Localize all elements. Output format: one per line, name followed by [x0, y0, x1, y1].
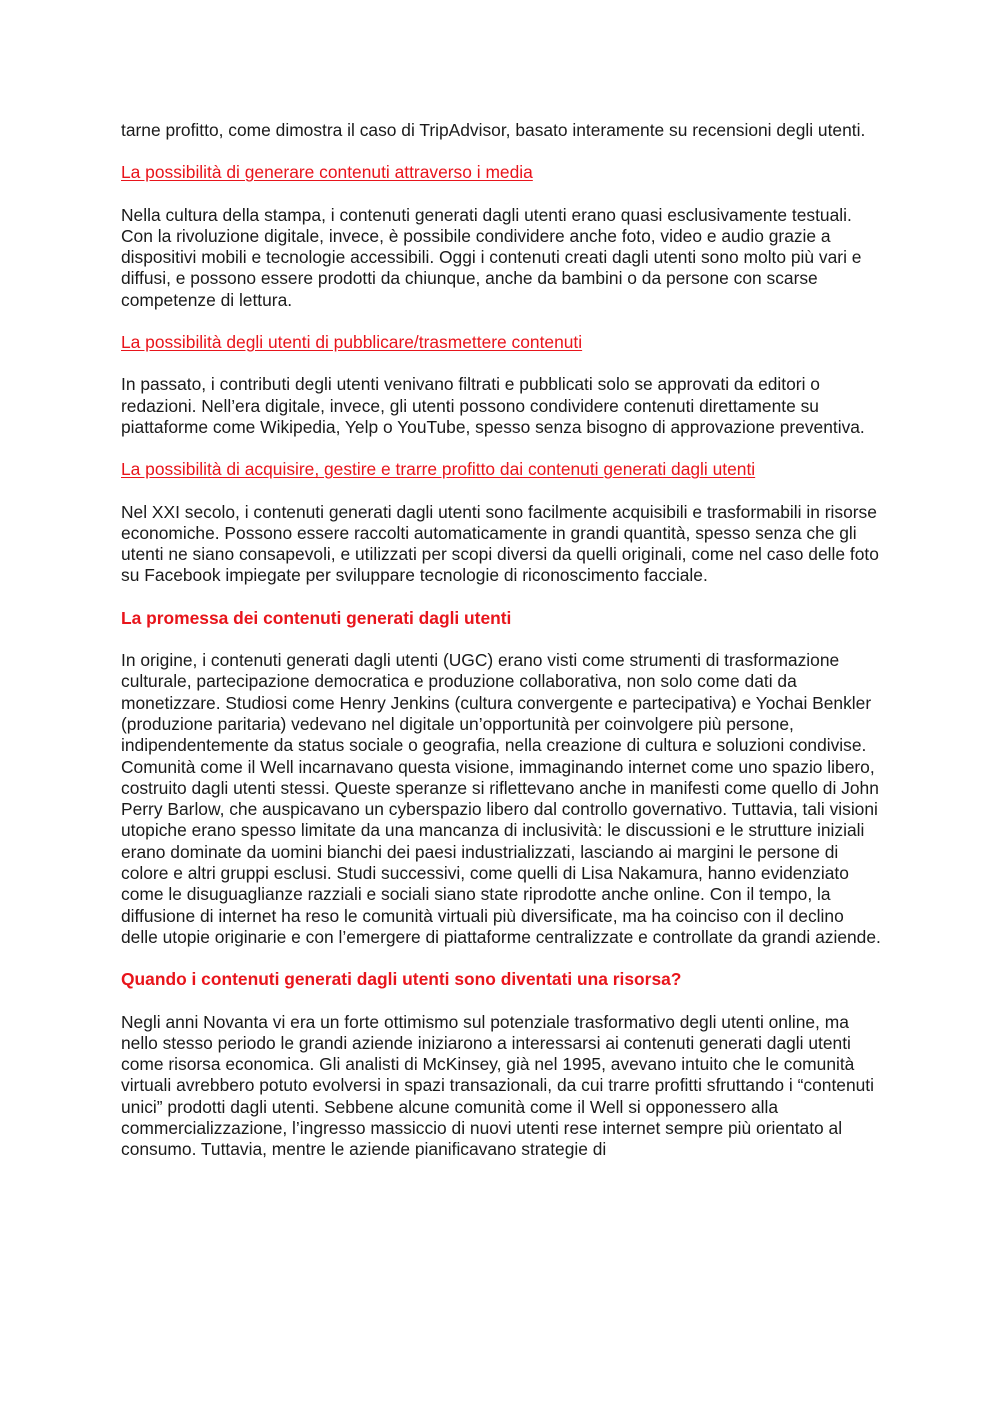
paragraph-nineties-optimism: Negli anni Novanta vi era un forte ottimismo sul potenziale trasformativo degli utenti online, ma nello stesso periodo le grandi aziende iniziarono a interessarsi ai contenuti generati dagli utenti come risorsa economica. Gli analisti di McKinsey, già nel 1995, avevano intuito che le comunità virtuali avrebbero potuto evolversi in spazi transazionali, da cui trarre profitti sfruttando i “contenuti unici” prodotti dagli utenti. Sebbene alcune comunità come il Well si opponessero alla commercializzazione, l’ingresso massiccio di nuovi utenti rese internet sempre più orientato al consumo. Tuttavia, mentre le aziende pianificavano strategie di — [121, 1011, 875, 1160]
subheading-generate-content: La possibilità di generare contenuti attraverso i media — [121, 162, 533, 183]
paragraph-editorial-filter: In passato, i contributi degli utenti venivano filtrati e pubblicati solo se approvati da editori o redazioni. Nell’era digitale, invece, gli utenti possono condividere contenuti direttamente su piattaforme come Wikipedia, Yelp o YouTube, spesso senza bisogno di approvazione preventiva. — [121, 374, 865, 437]
document-page — [121, 120, 883, 1182]
paragraph-ugc-origins: In origine, i contenuti generati dagli utenti (UGC) erano visti come strumenti di trasformazione culturale, partecipazione democratica e produzione collaborativa, non solo come dati da monetizzare. Studiosi come Henry Jenkins (cultura convergente e partecipativa) e Yochai Benkler (produzione paritaria) vedevano nel digitale un’opportunità per coinvolgere più persone, indipendentemente da status sociale o geografia, nella creazione di cultura e soluzioni condivise. Comunità come il Well incarnavano questa visione, immaginando internet come uno spazio libero, costruito dagli utenti stessi. Queste speranze si riflettevano anche in manifesti come quello di John Perry Barlow, che auspicavano un cyberspazio libero dal controllo governativo. Tuttavia, tali visioni utopiche erano spesso limitate da una mancanza di inclusività: le discussioni e le strutture iniziali erano dominate da uomini bianchi dei paesi industrializzati, lasciando ai margini le persone di colore e altri gruppi esclusi. Studi successivi, come quelli di Lisa Nakamura, hanno evidenziato come le disuguaglianze razziali e sociali siano state riprodotte anche online. Con il tempo, la diffusione di internet ha reso le comunità virtuali più diversificate, ma ha coinciso con il declino delle utopie originarie e con l’emergere di piattaforme centralizzate e controllate da grandi aziende. — [121, 650, 881, 947]
paragraph-tripadvisor: tarne profitto, come dimostra il caso di TripAdvisor, basato interamente su recensioni degli utenti. — [121, 120, 866, 140]
subheading-acquire-manage-profit: La possibilità di acquisire, gestire e trarre profitto dai contenuti generati dagli utenti — [121, 459, 756, 480]
heading-ugc-resource: Quando i contenuti generati dagli utenti sono diventati una risorsa? — [121, 969, 682, 990]
subheading-publish-content: La possibilità degli utenti di pubblicare/trasmettere contenuti — [121, 332, 583, 353]
paragraph-21st-century: Nel XXI secolo, i contenuti generati dagli utenti sono facilmente acquisibili e trasformabili in risorse economiche. Possono essere raccolti automaticamente in grandi quantità, spesso senza che gli utenti ne siano consapevoli, e utilizzati per scopi diversi da quelli originali, come nel caso delle foto su Facebook impiegate per sviluppare tecnologie di riconoscimento facciale. — [121, 501, 879, 586]
heading-promise-ugc: La promessa dei contenuti generati dagli utenti — [121, 607, 512, 628]
paragraph-print-culture: Nella cultura della stampa, i contenuti generati dagli utenti erano quasi esclusivamente testuali. Con la rivoluzione digitale, invece, è possibile condividere anche foto, video e audio grazie a dispositivi mobili e tecnologie accessibili. Oggi i contenuti creati dagli utenti sono molto più vari e diffusi, e possono essere prodotti da chiunque, anche da bambini o da persone con scarse competenze di lettura. — [121, 204, 862, 310]
